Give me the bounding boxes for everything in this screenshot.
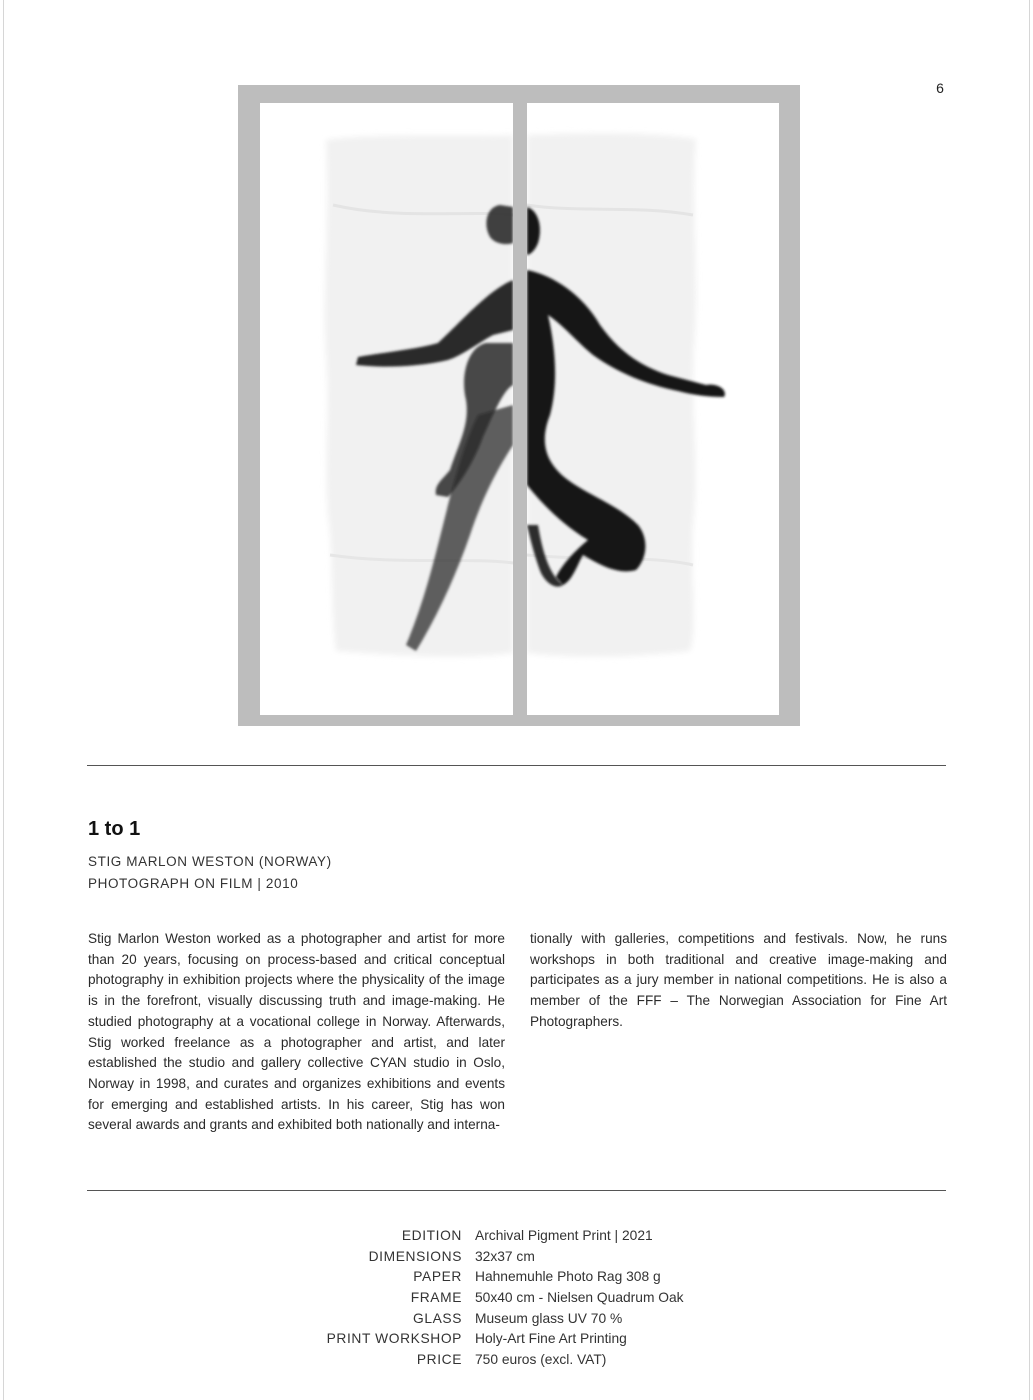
spec-value: 50x40 cm - Nielsen Quadrum Oak xyxy=(475,1290,684,1306)
spec-row-paper xyxy=(240,1269,840,1290)
silhouette-photograph-icon xyxy=(238,85,800,726)
spec-row-glass xyxy=(240,1311,840,1332)
spec-row-frame xyxy=(240,1290,840,1311)
artwork-image xyxy=(238,85,800,726)
spec-value: 750 euros (excl. VAT) xyxy=(475,1352,607,1368)
bio-column-left: Stig Marlon Weston worked as a photographer and artist for more than 20 years, focusing on process-based and critical conceptual photography in exhibition projects where the physicality of the image is in the forefront, visually discussing truth and image-making. He studied photography at a vocational college in Norway. Afterwards, Stig worked freelance as a photographer and artist, and later established the studio and gallery collective CYAN studio in Oslo, Norway in 1998, and curates and organizes exhibitions and events for emerging and established artists. In his career, Stig has won several awards and grants and exhibited both nationally and interna- xyxy=(88,931,505,1133)
spec-row-print-workshop xyxy=(240,1331,840,1352)
spec-row-price xyxy=(240,1352,840,1373)
divider-top xyxy=(87,765,946,766)
bio-column-right: tionally with galleries, competitions and festivals. Now, he runs workshops in both traditional and creative image-making and participates as a jury member in national competitions. He is also a member of the FFF – The Norwegian Association for Fine Art Photographers. xyxy=(530,931,947,1029)
medium-line: PHOTOGRAPH ON FILM | 2010 xyxy=(88,876,299,891)
spec-value: Museum glass UV 70 % xyxy=(475,1310,623,1326)
spec-value: Archival Pigment Print | 2021 xyxy=(475,1228,653,1243)
page-edge-left xyxy=(3,0,4,1400)
spec-label: PRINT WORKSHOP xyxy=(326,1331,462,1347)
divider-bottom xyxy=(87,1190,946,1191)
spec-label: GLASS xyxy=(412,1310,462,1326)
page-number: 6 xyxy=(936,80,944,96)
spec-value: Hahnemuhle Photo Rag 308 g xyxy=(475,1269,661,1285)
spec-value: Holy-Art Fine Art Printing xyxy=(475,1331,627,1347)
artwork-title: 1 to 1 xyxy=(88,818,141,840)
spec-label: PRICE xyxy=(416,1352,462,1368)
spec-row-dimensions xyxy=(240,1249,840,1270)
artist-line: STIG MARLON WESTON (NORWAY) xyxy=(88,854,332,869)
spec-label: DIMENSIONS xyxy=(368,1248,462,1264)
spec-label: PAPER xyxy=(413,1269,462,1285)
spec-label: EDITION xyxy=(401,1228,462,1243)
spec-label: FRAME xyxy=(410,1290,462,1306)
spec-value: 32x37 cm xyxy=(475,1248,535,1264)
page-edge-right xyxy=(1029,0,1030,1400)
spec-row-edition xyxy=(240,1228,840,1249)
specs-table xyxy=(240,1228,840,1373)
